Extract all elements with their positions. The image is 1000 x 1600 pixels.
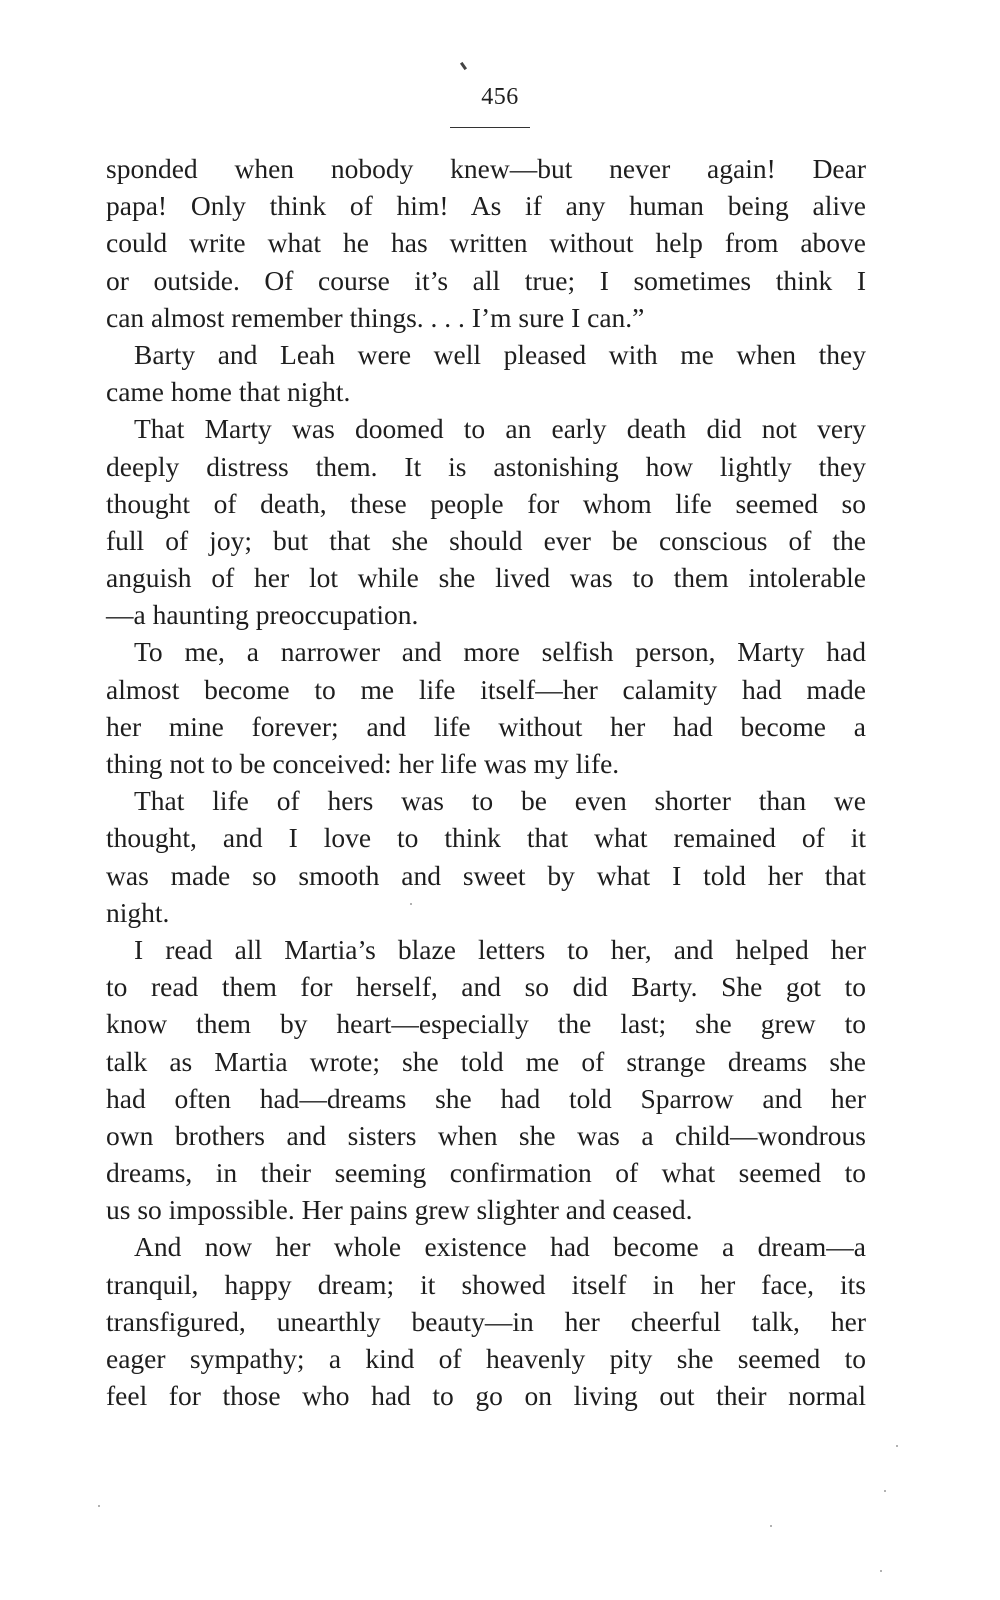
text-line: transfigured, unearthly beauty—in her cheerful talk, her (106, 1305, 866, 1337)
text-line: thought of death, these people for whom life seemed so (106, 487, 866, 519)
text-line: feel for those who had to go on living out their normal (106, 1380, 866, 1412)
text-line: eager sympathy; a kind of heavenly pity she seemed to (106, 1343, 866, 1374)
text-line: anguish of her lot while she lived was to them intolerable (106, 562, 866, 594)
text-line: night. (106, 896, 170, 928)
text-line: talk as Martia wrote; she told me of strange dreams she (106, 1045, 866, 1077)
text-line: That Marty was doomed to an early death did not very (134, 413, 866, 445)
text-line: full of joy; but that she should ever be conscious of the (106, 524, 866, 556)
text-line: own brothers and sisters when she was a child—wondrous (106, 1119, 866, 1151)
scan-speck (884, 1490, 886, 1492)
text-line: I read all Martia’s blaze letters to her, and helped her (134, 933, 866, 965)
text-line: was made so smooth and sweet by what I told her that (106, 859, 866, 891)
text-line: dreams, in their seeming confirmation of what seemed to (106, 1157, 866, 1189)
text-line: That life of hers was to be even shorter than we (134, 785, 866, 817)
text-line: know them by heart—especially the last; she grew to (106, 1008, 866, 1040)
scan-speck (98, 1505, 100, 1507)
text-line: to read them for herself, and so did Barty. She got to (106, 971, 866, 1003)
text-line: To me, a narrower and more selfish person, Marty had (134, 636, 866, 668)
header-rule (450, 127, 530, 128)
text-line: papa! Only think of him! As if any human being alive (106, 190, 866, 222)
text-line: deeply distress them. It is astonishing how lightly they (106, 450, 866, 482)
text-line: And now her whole existence had become a dream—a (134, 1231, 866, 1263)
text-line: Barty and Leah were well pleased with me when they (134, 338, 866, 370)
text-line: or outside. Of course it’s all true; I sometimes think I (106, 264, 866, 296)
body-text (106, 150, 866, 1414)
scan-speck (880, 1570, 882, 1572)
stray-ink-mark (460, 62, 467, 70)
text-line: thought, and I love to think that what remained of it (106, 822, 866, 854)
page-number: 456 (481, 84, 519, 110)
scan-speck (770, 1525, 772, 1527)
text-line: her mine forever; and life without her had become a (106, 710, 866, 742)
scan-speck (410, 903, 412, 905)
text-line: —a haunting preoccupation. (106, 599, 419, 631)
text-line: sponded when nobody knew—but never again! Dear (106, 153, 866, 184)
text-line: had often had—dreams she had told Sparrow and her (106, 1082, 866, 1114)
text-line: thing not to be conceived: her life was my life. (106, 748, 620, 779)
text-line: can almost remember things. . . . I’m sure I can.” (106, 301, 645, 333)
text-line: came home that night. (106, 376, 351, 408)
text-line: tranquil, happy dream; it showed itself in her face, its (106, 1268, 866, 1300)
text-line: almost become to me life itself—her calamity had made (106, 673, 866, 705)
text-line: us so impossible. Her pains grew slighter and ceased. (106, 1194, 693, 1226)
text-line: could write what he has written without help from above (106, 227, 866, 259)
scan-speck (896, 1445, 898, 1447)
